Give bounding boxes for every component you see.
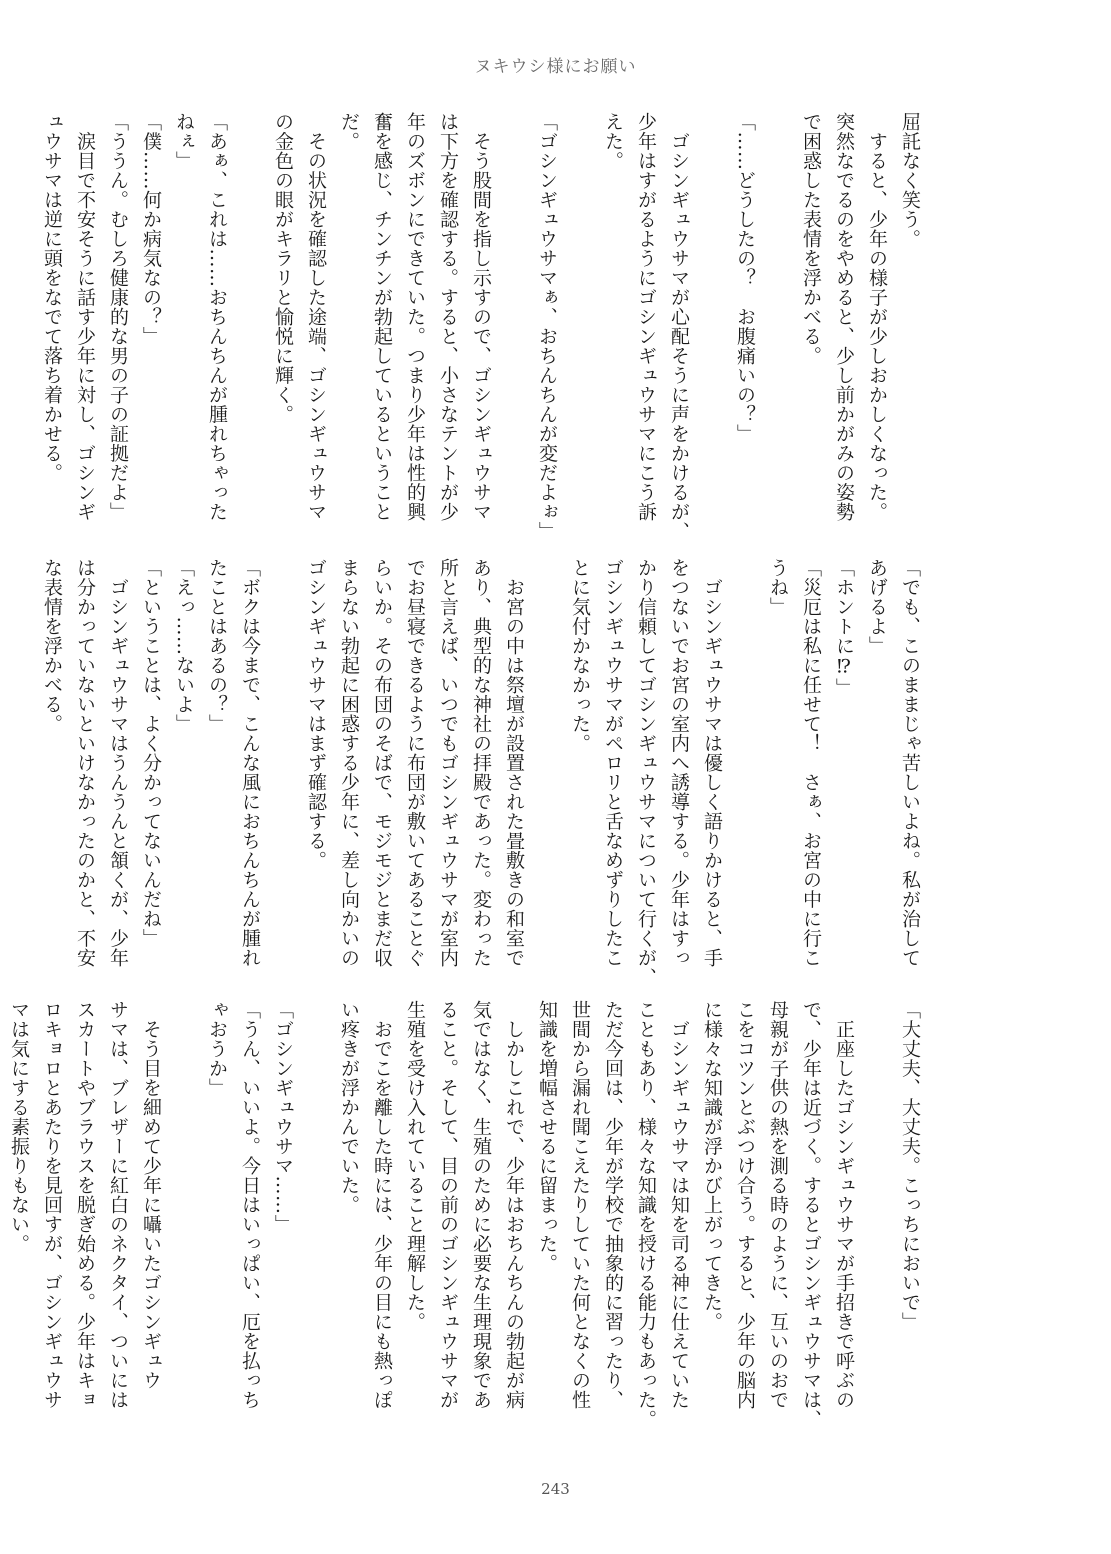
- text-line: こともあり、様々な知識を授ける能力もあった。: [635, 1000, 657, 1429]
- text-line: ゃおうか」: [206, 1000, 228, 1098]
- text-line: は下方を確認する。すると、小さなテントが少: [437, 112, 459, 522]
- text-line: [530, 558, 563, 958]
- text-line: [728, 558, 761, 958]
- text-line: 「ということは、よく分かってないんだね」: [140, 558, 162, 948]
- text-line: な表情を浮かべる。: [41, 558, 63, 734]
- text-line: うね」: [767, 558, 789, 617]
- text-line: 少年はすがるようにゴシンギュウサマにこう訴: [635, 112, 657, 522]
- text-line: ロキョロとあたりを見回すが、ゴシンギュウサ: [41, 1000, 63, 1410]
- text-line: 屈託なく笑う。: [899, 112, 921, 249]
- text-line: ゴシンギュウサマはうんうんと頷くが、少年: [107, 558, 129, 968]
- text-line: ゴシンギュウサマがペロリと舌なめずりしたこ: [602, 558, 624, 968]
- text-line: ること。そして、目の前のゴシンギュウサマが: [437, 1000, 459, 1410]
- text-line: で、少年は近づく。するとゴシンギュウサマは、: [800, 1000, 822, 1429]
- text-line: まらない勃起に困惑する少年に、差し向かいの: [338, 558, 360, 968]
- text-line: 生殖を受け入れていること理解した。: [404, 1000, 426, 1332]
- text-line: 正座したゴシンギュウサマが手招きで呼ぶの: [833, 1000, 855, 1410]
- text-line: 気ではなく、生殖のために必要な生理現象であ: [470, 1000, 492, 1410]
- text-line: ただ今回は、少年が学校で抽象的に習ったり、: [602, 1000, 624, 1410]
- text-line: 「……どうしたの？ お腹痛いの？」: [734, 112, 756, 444]
- text-line: ュウサマは逆に頭をなでて落ち着かせる。: [41, 112, 63, 483]
- text-line: 「ううん。むしろ健康的な男の子の証拠だよ」: [107, 112, 129, 522]
- text-line: お宮の中は祭壇が設置された畳敷きの和室で: [503, 558, 525, 968]
- text-line: ゴシンギュウサマは優しく語りかけると、手: [701, 558, 723, 968]
- text-line: ゴシンギュウサマはまず確認する。: [305, 558, 327, 870]
- text-line: おでこを離した時には、少年の目にも熱っぽ: [371, 1000, 393, 1410]
- text-line: 年のズボンにできていた。つまり少年は性的興: [404, 112, 426, 522]
- text-line: 涙目で不安そうに話す少年に対し、ゴシンギ: [74, 112, 96, 522]
- text-line: その状況を確認した途端、ゴシンギュウサマ: [305, 112, 327, 522]
- text-line: [167, 1000, 200, 1400]
- text-line: 「ゴシンギュウサマぁ、おちんちんが変だよぉ」: [536, 112, 558, 541]
- text-line: 「ボクは今まで、こんな風におちんちんが腫れ: [239, 558, 261, 968]
- text-line: 「あぁ、これは……おちんちんが腫れちゃった: [206, 112, 228, 522]
- text-line: で困惑した表情を浮かべる。: [800, 112, 822, 366]
- text-line: サマは、ブレザーに紅白のネクタイ、ついには: [107, 1000, 129, 1410]
- text-line: マは気にする素振りもない。: [8, 1000, 30, 1254]
- page-number: 243: [541, 1480, 570, 1498]
- text-line: こをコツンとぶつけ合う。すると、少年の脳内: [734, 1000, 756, 1410]
- text-line: そう股間を指し示すので、ゴシンギュウサマ: [470, 112, 492, 522]
- text-line: [761, 112, 794, 532]
- text-line: 「僕……何か病気なの？」: [140, 112, 162, 346]
- text-line: すると、少年の様子が少しおかしくなった。: [866, 112, 888, 522]
- text-line: [563, 112, 596, 532]
- text-line: [497, 112, 530, 532]
- text-line: 「えっ……ないよ」: [173, 558, 195, 734]
- text-line: ゴシンギュウサマは知を司る神に仕えていた: [668, 1000, 690, 1410]
- text-line: [266, 558, 299, 958]
- text-line: に様々な知識が浮かび上がってきた。: [701, 1000, 723, 1332]
- text-line: [860, 1000, 893, 1400]
- text-line: 「大丈夫、大丈夫。こっちにおいで」: [899, 1000, 921, 1332]
- text-line: とに気付かなかった。: [569, 558, 591, 753]
- text-line: ゴシンギュウサマが心配そうに声をかけるが、: [668, 112, 690, 541]
- text-line: そう目を細めて少年に囁いたゴシンギュウ: [140, 1000, 162, 1390]
- text-line: い疼きが浮かんでいた。: [338, 1000, 360, 1215]
- text-block-middle: [35, 558, 926, 987]
- text-line: スカートやブラウスを脱ぎ始める。少年はキョ: [74, 1000, 96, 1410]
- text-line: 「災厄は私に任せて！ さぁ、お宮の中に行こ: [800, 558, 822, 968]
- text-line: ねぇ」: [173, 112, 195, 171]
- text-line: [299, 1000, 332, 1400]
- text-line: あり、典型的な神社の拝殿であった。変わった: [470, 558, 492, 968]
- text-line: をつないでお宮の室内へ誘導する。少年はすっ: [668, 558, 690, 968]
- text-line: の金色の眼がキラリと愉悦に輝く。: [272, 112, 294, 424]
- text-line: しかしこれで、少年はおちんちんの勃起が病: [503, 1000, 525, 1410]
- text-line: らいか。その布団のそばで、モジモジとまだ収: [371, 558, 393, 968]
- text-line: 「ホントに⁉」: [833, 558, 855, 698]
- text-line: [695, 112, 728, 532]
- text-line: 「でも、このままじゃ苦しいよね。私が治して: [899, 558, 921, 968]
- text-line: 「ゴシンギュウサマ……」: [272, 1000, 294, 1234]
- running-header: ヌキウシ様にお願い: [474, 57, 637, 77]
- text-line: は分かっていないといけなかったのかと、不安: [74, 558, 96, 968]
- text-line: 所と言えば、いつでもゴシンギュウサマが室内: [437, 558, 459, 968]
- text-line: えた。: [602, 112, 624, 171]
- text-block-bottom: [2, 1000, 926, 1429]
- text-line: たことはあるの？」: [206, 558, 228, 734]
- text-line: 母親が子供の熱を測る時のように、互いのおで: [767, 1000, 789, 1410]
- text-line: 世間から漏れ聞こえたりしていた何となくの性: [569, 1000, 591, 1410]
- text-line: 「うん、いいよ。今日はいっぱい、厄を払っち: [239, 1000, 261, 1410]
- text-line: かり信頼してゴシンギュウサマについて行くが、: [635, 558, 657, 987]
- text-line: でお昼寝できるように布団が敷いてあることぐ: [404, 558, 426, 968]
- text-line: だ。: [338, 112, 360, 151]
- text-line: [233, 112, 266, 532]
- text-block-top: [35, 112, 926, 541]
- text-line: 突然なでるのをやめると、少し前かがみの姿勢: [833, 112, 855, 522]
- text-line: 奮を感じ、チンチンが勃起しているということ: [371, 112, 393, 522]
- text-line: 知識を増幅させるに留まった。: [536, 1000, 558, 1273]
- text-line: あげるよ」: [866, 558, 888, 656]
